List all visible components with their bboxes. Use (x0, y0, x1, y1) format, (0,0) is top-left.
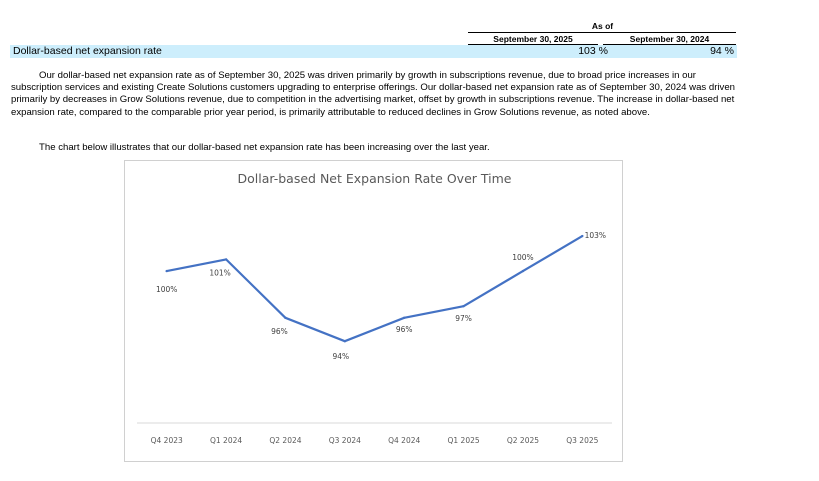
x-tick-label: Q1 2024 (209, 436, 243, 445)
data-point (225, 258, 227, 260)
header-rule (468, 32, 736, 33)
column-header-2024: September 30, 2024 (629, 34, 710, 44)
data-point (581, 235, 583, 237)
data-point (165, 270, 167, 272)
x-tick-label: Q1 2025 (447, 436, 480, 445)
data-label: 94% (332, 352, 350, 362)
data-label: 101% (209, 268, 231, 278)
chart-title: Dollar-based Net Expansion Rate Over Time (237, 171, 512, 186)
series-line (167, 236, 583, 341)
as-of-header: As of (591, 21, 614, 31)
chart-intro-paragraph: The chart below illustrates that our dollar-based net expansion rate has been increasing over the last year. (39, 142, 490, 153)
metric-label: Dollar-based net expansion rate (13, 45, 162, 57)
data-label: 100% (512, 253, 534, 263)
data-label: 100% (155, 285, 178, 295)
column-header-2025: September 30, 2025 (493, 34, 573, 44)
data-label: 97% (455, 314, 472, 324)
data-label: 96% (395, 324, 413, 334)
metric-value-2025: 103 % (578, 45, 608, 57)
x-tick-label: Q4 2024 (388, 436, 421, 445)
metric-value-2024: 94 % (710, 45, 734, 57)
data-point (462, 305, 464, 307)
explanation-paragraph: Our dollar-based net expansion rate as of September 30, 2025 was driven primarily by growth in subscriptions revenue, due to broad price increases in our subscription services and existing Create Solutions customers upgrading to enterprise offerings. Our dollar-based net expansion rate as of September 30, 2024 was driven primarily by decreases in Grow Solutions revenue, due to competition in the advertising market, offset by growth in subscriptions revenue. The increase in dollar-based net expansion rate, compared to the comparable prior year period, is primarily attributable to reduced declines in Grow Solutions revenue, as noted above. (11, 70, 736, 118)
x-tick-label: Q2 2024 (269, 436, 302, 445)
metric-row (10, 45, 737, 58)
x-tick-label: Q2 2025 (506, 436, 540, 445)
x-tick-label: Q4 2023 (150, 436, 183, 445)
data-point (344, 340, 346, 342)
data-point (284, 317, 286, 319)
data-label: 96% (271, 326, 288, 336)
x-tick-label: Q3 2025 (566, 436, 599, 445)
data-label: 103% (584, 231, 607, 241)
chart-container (124, 160, 623, 462)
x-tick-label: Q3 2024 (328, 436, 361, 445)
data-point (522, 270, 524, 272)
data-point (403, 317, 405, 319)
line-chart (125, 161, 624, 463)
